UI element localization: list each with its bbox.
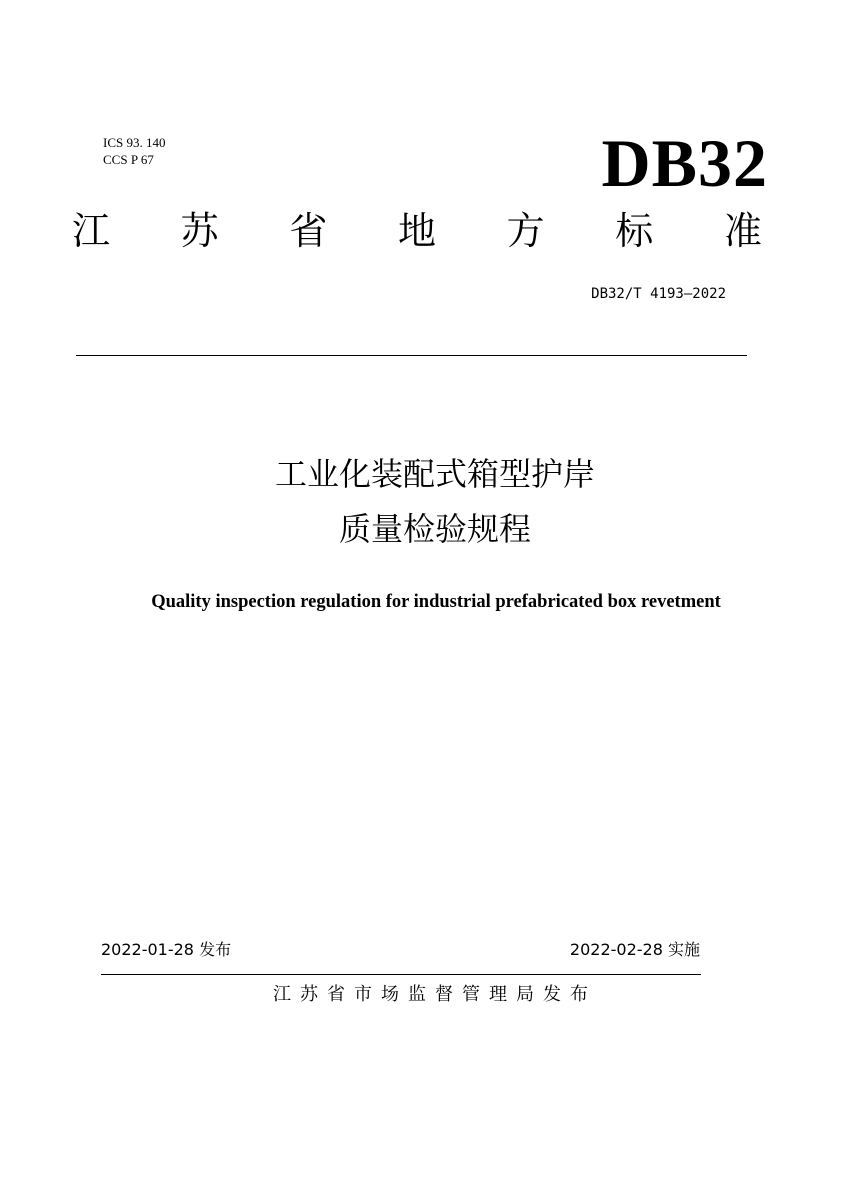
standard-type-char: 准 (723, 209, 762, 253)
issuing-authority: 江苏省市场监督管理局发布 (273, 984, 597, 1005)
standard-type-char: 标 (615, 209, 654, 253)
bottom-divider (101, 974, 701, 975)
ics-code: ICS 93. 140 (103, 135, 166, 150)
title-cn-line2: 质量检验规程 (338, 510, 531, 548)
standard-type-char: 江 (72, 209, 111, 253)
implement-date: 2022-02-28 实施 (569, 940, 700, 959)
standard-type-char: 苏 (180, 209, 219, 253)
title-en: Quality inspection regulation for industrial prefabricated box revetment (151, 592, 721, 612)
ccs-code: CCS P 67 (103, 152, 154, 167)
standard-number: DB32/T 4193—2022 (591, 286, 726, 302)
standard-type-char: 省 (289, 209, 328, 253)
standard-type-char: 地 (397, 209, 436, 253)
standard-type-char: 方 (506, 209, 545, 253)
top-divider (76, 355, 747, 356)
standard-type-heading (72, 205, 762, 257)
publish-date: 2022-01-28 发布 (101, 940, 232, 959)
title-cn-line1: 工业化装配式箱型护岸 (274, 455, 595, 493)
classification-codes (103, 134, 165, 168)
standard-logo: DB32 (601, 125, 768, 201)
